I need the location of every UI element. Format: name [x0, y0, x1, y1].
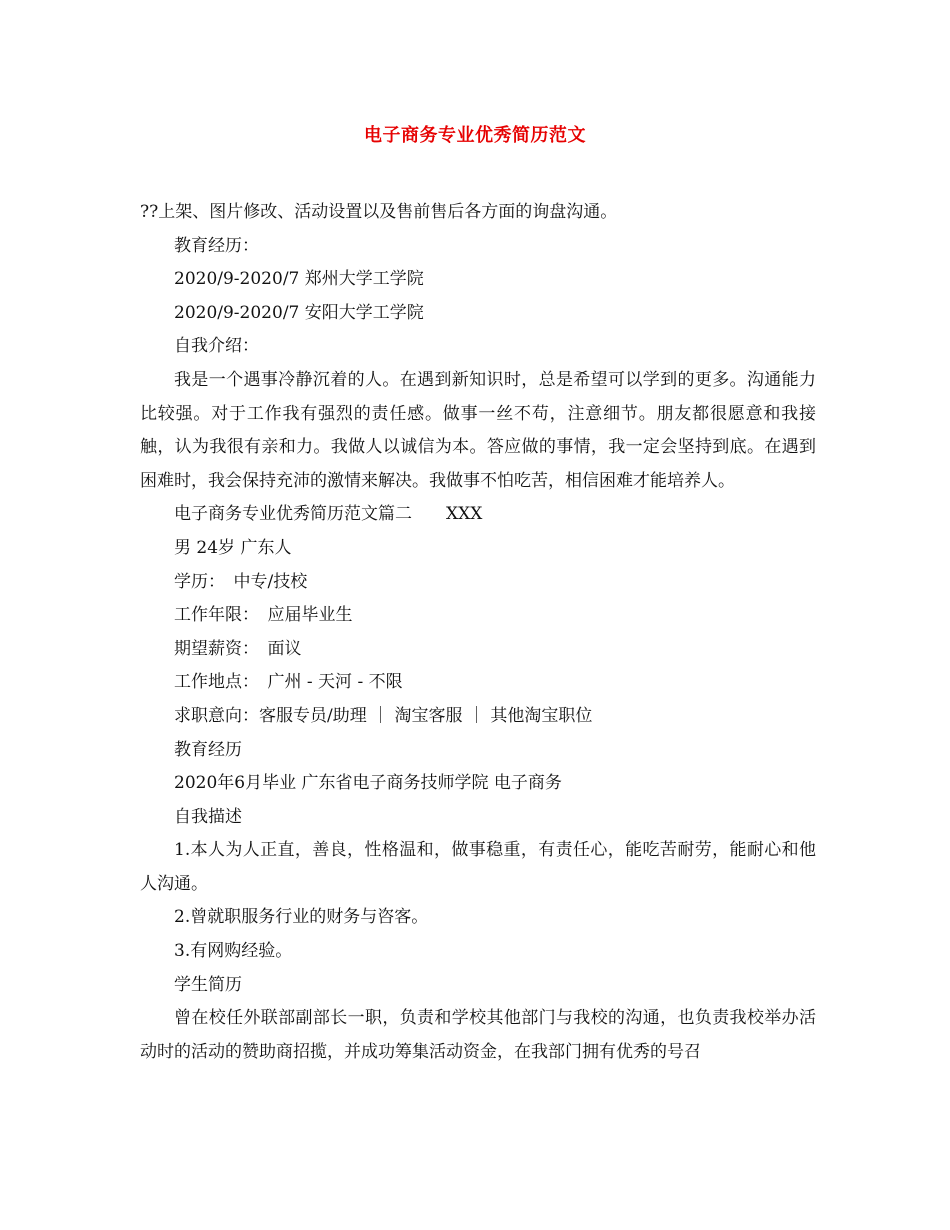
personal-info: 男 24岁 广东人	[174, 537, 292, 558]
education-entry-2: 2020/9-2020/7 安阳大学工学院	[174, 302, 424, 323]
field-expected-salary: 期望薪资： 面议	[174, 638, 302, 659]
document-body	[140, 196, 816, 1069]
heading-student-resume: 学生简历	[174, 974, 242, 995]
document-title: 电子商务专业优秀简历范文	[364, 125, 586, 146]
field-work-location: 工作地点： 广州 - 天河 - 不限	[174, 672, 403, 693]
heading-education-2: 教育经历	[174, 739, 242, 760]
section-title-resume-two: 电子商务专业优秀简历范文篇二 XXX	[174, 504, 483, 525]
education-entry-3: 2020年6月毕业 广东省电子商务技师学院 电子商务	[174, 773, 562, 794]
field-job-intention: 求职意向：客服专员/助理 ｜ 淘宝客服 ｜ 其他淘宝职位	[174, 705, 593, 726]
heading-education: 教育经历：	[174, 235, 259, 256]
self-description-item-2: 2.曾就职服务行业的财务与咨客。	[174, 907, 429, 928]
field-education-level: 学历： 中专/技校	[174, 571, 308, 592]
field-work-years: 工作年限： 应届毕业生	[174, 605, 353, 626]
education-entry-1: 2020/9-2020/7 郑州大学工学院	[174, 269, 424, 290]
paragraph-self-introduction: 我是一个遇事冷静沉着的人。在遇到新知识时，总是希望可以学到的更多。沟通能力比较强。对于工作我有强烈的责任感。做事一丝不苟，注意细节。朋友都很愿意和我接触，认为我很有亲和力。我做人以诚信为本。答应做的事情，我一定会坚持到底。在遇到困难时，我会保持充沛的激情来解决。我做事不怕吃苦，相信困难才能培养人。	[140, 369, 816, 491]
self-description-item-3: 3.有网购经验。	[174, 941, 293, 962]
self-description-item-1: 1.本人为人正直，善良，性格温和，做事稳重，有责任心，能吃苦耐劳，能耐心和他人沟通。	[140, 840, 816, 894]
paragraph-duties-continued: ??上架、图片修改、活动设置以及售前售后各方面的询盘沟通。	[140, 202, 618, 222]
heading-self-introduction: 自我介绍：	[174, 336, 259, 357]
heading-self-description: 自我描述	[174, 806, 242, 827]
paragraph-student-resume: 曾在校任外联部副部长一职，负责和学校其他部门与我校的沟通，也负责我校举办活动时的活动的赞助商招揽，并成功筹集活动资金，在我部门拥有优秀的号召	[140, 1008, 816, 1062]
